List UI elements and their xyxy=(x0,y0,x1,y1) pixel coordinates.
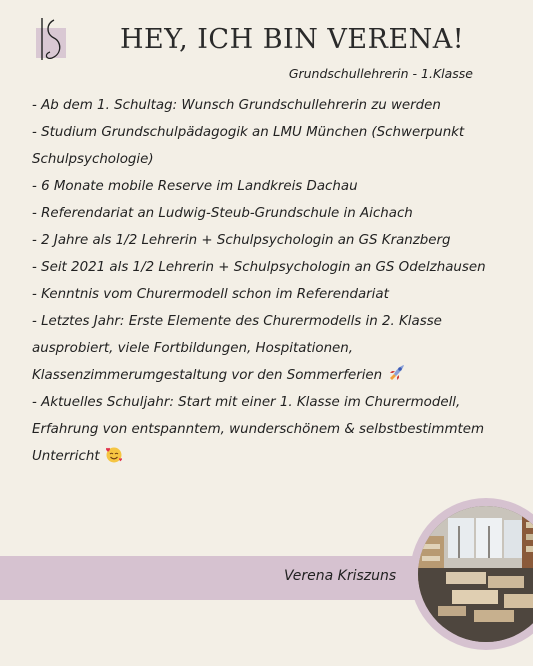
bio-line: - Studium Grundschulpädagogik an LMU München (Schwerpunkt xyxy=(32,125,465,140)
bio-line: Unterricht xyxy=(32,449,100,464)
bio-line: ausprobiert, viele Fortbildungen, Hospitationen, xyxy=(32,341,354,356)
bio-line: - 6 Monate mobile Reserve im Landkreis Dachau xyxy=(32,179,358,194)
bio-line: - Ab dem 1. Schultag: Wunsch Grundschullehrerin zu werden xyxy=(32,98,441,113)
author-name: Verena Kriszuns xyxy=(284,568,397,584)
bio-line: Klassenzimmerumgestaltung vor den Sommerferien xyxy=(32,368,383,383)
rocket-icon xyxy=(386,364,406,382)
bio-list xyxy=(32,92,502,470)
monogram-logo xyxy=(32,14,72,64)
bio-line: - Seit 2021 als 1/2 Lehrerin + Schulpsychologin an GS Odelzhausen xyxy=(32,260,486,275)
bio-line: - 2 Jahre als 1/2 Lehrerin + Schulpsychologin an GS Kranzberg xyxy=(32,233,451,248)
bio-line: - Aktuelles Schuljahr: Start mit einer 1. Klasse im Churermodell, xyxy=(32,395,461,410)
bio-line: - Referendariat an Ludwig-Steub-Grundschule in Aichach xyxy=(32,206,413,221)
bio-line: Schulpsychologie) xyxy=(32,152,154,167)
smiling-face-with-hearts-icon xyxy=(104,445,124,463)
bio-line: Erfahrung von entspanntem, wunderschönem & selbstbestimmtem xyxy=(32,422,485,437)
page-title: HEY, ICH BIN VERENA! xyxy=(120,24,465,55)
monogram-icon xyxy=(32,14,72,64)
bio-line-with-icon xyxy=(32,362,502,389)
bio-line: - Letztes Jahr: Erste Elemente des Churermodells in 2. Klasse xyxy=(32,314,442,329)
page-subtitle: Grundschullehrerin - 1.Klasse xyxy=(288,66,473,81)
bio-line: - Kenntnis vom Churermodell schon im Referendariat xyxy=(32,287,389,302)
bio-line-with-icon xyxy=(32,443,502,470)
